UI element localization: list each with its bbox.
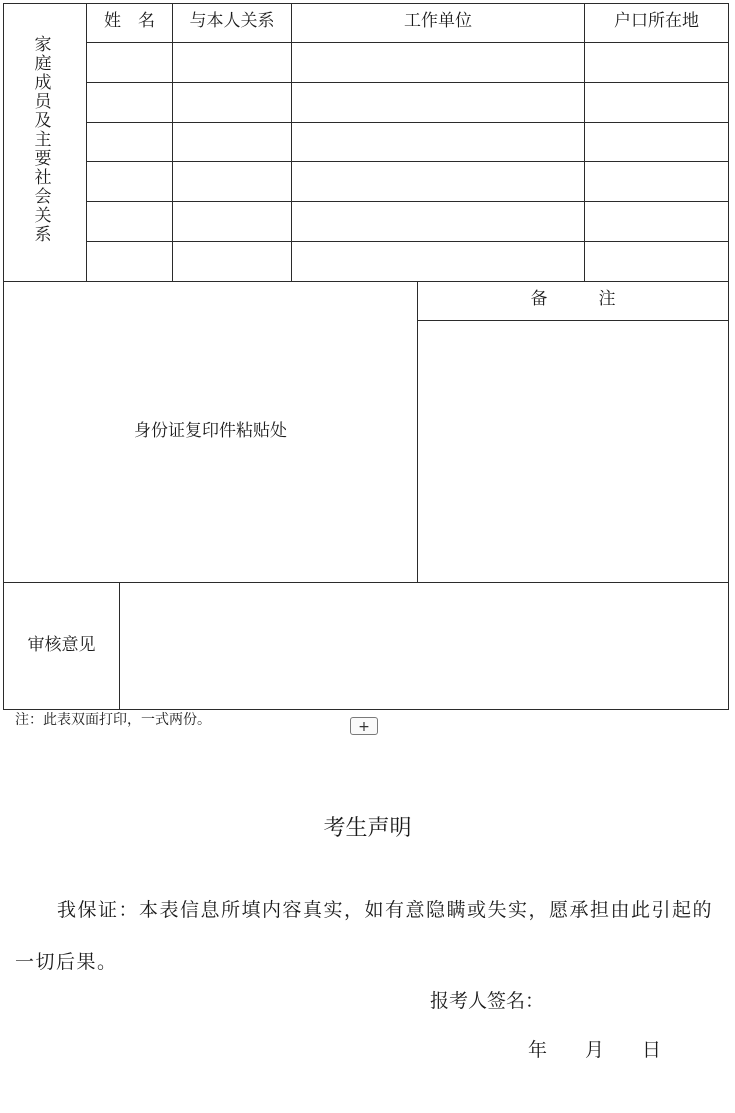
family-name-cell[interactable] <box>87 242 172 281</box>
declaration-title: 考生声明 <box>323 816 412 841</box>
family-relationship-cell[interactable] <box>173 162 291 201</box>
family-household-cell[interactable] <box>585 202 728 241</box>
table-footnote: 注：此表双面打印，一式两份。 <box>15 712 211 728</box>
table-border-top <box>3 3 729 4</box>
family-work-unit-cell[interactable] <box>292 202 584 241</box>
header-work-unit: 工作单位 <box>404 11 472 31</box>
family-work-unit-cell[interactable] <box>292 43 584 82</box>
table-border-right <box>728 3 729 710</box>
signature-label: 报考人签名： <box>430 990 545 1012</box>
family-relationship-cell[interactable] <box>173 83 291 122</box>
declaration-body: 我保证：本表信息所填内容真实，如有意隐瞒或失实，愿承担由此引起的一切后果。 <box>15 899 714 973</box>
family-name-cell[interactable] <box>87 123 172 161</box>
add-row-button[interactable]: + <box>350 717 378 735</box>
review-opinion-field[interactable] <box>120 583 728 709</box>
family-relations-label: 家庭成员及主要社会关系 <box>34 35 52 245</box>
header-relationship: 与本人关系 <box>189 11 275 31</box>
header-household-registration: 户口所在地 <box>614 11 699 31</box>
date-line: 年 月 日 <box>528 1039 662 1061</box>
family-work-unit-cell[interactable] <box>292 123 584 161</box>
header-name: 姓 名 <box>104 11 155 31</box>
review-opinion-label: 审核意见 <box>27 635 96 655</box>
family-name-cell[interactable] <box>87 162 172 201</box>
family-relationship-cell[interactable] <box>173 123 291 161</box>
family-name-cell[interactable] <box>87 43 172 82</box>
family-work-unit-cell[interactable] <box>292 162 584 201</box>
family-relationship-cell[interactable] <box>173 202 291 241</box>
section-divider <box>3 281 729 282</box>
family-household-cell[interactable] <box>585 83 728 122</box>
family-work-unit-cell[interactable] <box>292 242 584 281</box>
id-copy-paste-area-label: 身份证复印件粘贴处 <box>134 421 287 441</box>
family-household-cell[interactable] <box>585 123 728 161</box>
remarks-header: 备 注 <box>530 289 616 309</box>
family-name-cell[interactable] <box>87 202 172 241</box>
table-border-left <box>3 3 4 710</box>
family-relationship-cell[interactable] <box>173 43 291 82</box>
family-name-cell[interactable] <box>87 83 172 122</box>
family-work-unit-cell[interactable] <box>292 83 584 122</box>
family-household-cell[interactable] <box>585 242 728 281</box>
remarks-field[interactable] <box>418 321 728 582</box>
family-household-cell[interactable] <box>585 43 728 82</box>
family-relationship-cell[interactable] <box>173 242 291 281</box>
family-household-cell[interactable] <box>585 162 728 201</box>
